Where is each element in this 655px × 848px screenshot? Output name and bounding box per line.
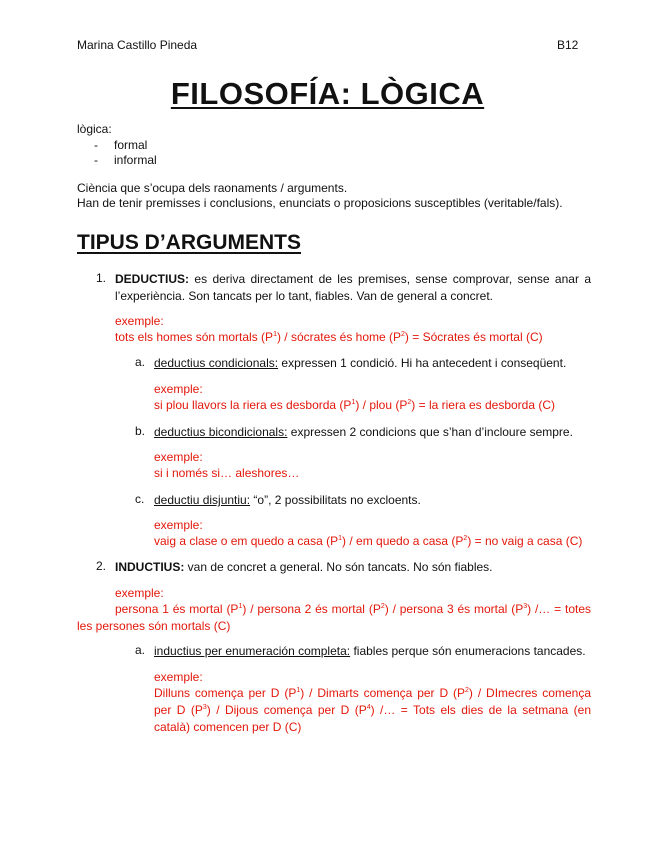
example-label: exemple: (154, 382, 203, 396)
inductius-example: persona 1 és mortal $(P^1)$ / persona 2 és mortal $(P^2)$ / persona 3 és mortal $(P^3)$ /… = totes les persones són mortals (C) (77, 602, 592, 633)
condicionals-example: si plou llavors la riera es desborda $(P^1)$ / plou $(P^2)$ = la riera es desborda (C) (154, 398, 556, 412)
intro-line-2: Han de tenir premisses i conclusions, enunciats o proposicions susceptibles (veritable/fals). (77, 196, 563, 210)
sub-letter: c. (135, 492, 145, 506)
example-label: exemple: (115, 586, 164, 600)
deductius-term: DEDUCTIUS: (115, 272, 189, 286)
example-label: exemple: (115, 314, 164, 328)
bicondicionals-example: si i només si… aleshores… (154, 466, 300, 480)
enumeracion-example: Dilluns comença per D $(P^1)$ / Dimarts comença per D $(P^2)$ / DImecres comença per D $(P^3)$ / Dijous comença per D $(P^4)$ /… = Tots els dies de la setmana (en català) comencen per D (C) (154, 686, 591, 734)
list-item-label: informal (114, 153, 157, 167)
sub-item-enumeracion: inductius per enumeración completa: fiables perque són enumeracions tancades. (154, 644, 586, 658)
sub-item-disjuntiu: deductiu disjuntiu: “o”, 2 possibilitats no excloents. (154, 493, 421, 507)
inductius-paragraph (115, 559, 591, 576)
sub-letter: b. (135, 424, 146, 438)
deductius-example: tots els homes són mortals $(P^1)$ / sócrates és home $(P^2)$ = Sócrates és mortal (C) (115, 330, 543, 344)
inductius-desc: van de concret a general. No són tancats. No són fiables. (187, 560, 493, 574)
sub-letter: a. (135, 355, 146, 369)
list-item: - informal (94, 153, 157, 167)
example-label: exemple: (154, 450, 203, 464)
example-label: exemple: (154, 518, 203, 532)
section-title: TIPUS D’ARGUMENTS (77, 231, 302, 254)
author-name: Marina Castillo Pineda (77, 38, 198, 52)
sub-letter: a. (135, 643, 146, 657)
example-label: exemple: (154, 670, 203, 684)
list-item-label: formal (114, 138, 148, 152)
sub-item-bicondicionals: deductius bicondicionals: expressen 2 condicions que s’han d’incloure sempre. (154, 425, 573, 439)
page-title: FILOSOFÍA: LÒGICA (170, 76, 485, 111)
deductius-desc: es deriva directament de les premises, sense comprovar, sense anar a l’experiència. Son tancats per lo tant, fiables. Van de general a concret. (115, 272, 592, 303)
document-code: B12 (557, 38, 579, 52)
logica-label: lògica: (77, 122, 112, 136)
deductius-paragraph (115, 271, 591, 305)
item-number: 1. (96, 271, 107, 285)
inductius-term: INDUCTIUS: (115, 560, 185, 574)
intro-line-1: Ciència que s’ocupa dels raonaments / arguments. (77, 181, 348, 195)
item-number: 2. (96, 559, 107, 573)
list-item: - formal (94, 138, 148, 152)
sub-item-condicionals: deductius condicionals: expressen 1 condició. Hi ha antecedent i conseqüent. (154, 356, 567, 370)
disjuntiu-example: vaig a clase o em quedo a casa $(P^1)$ / em quedo a casa $(P^2)$ = no vaig a casa (C) (154, 534, 583, 548)
